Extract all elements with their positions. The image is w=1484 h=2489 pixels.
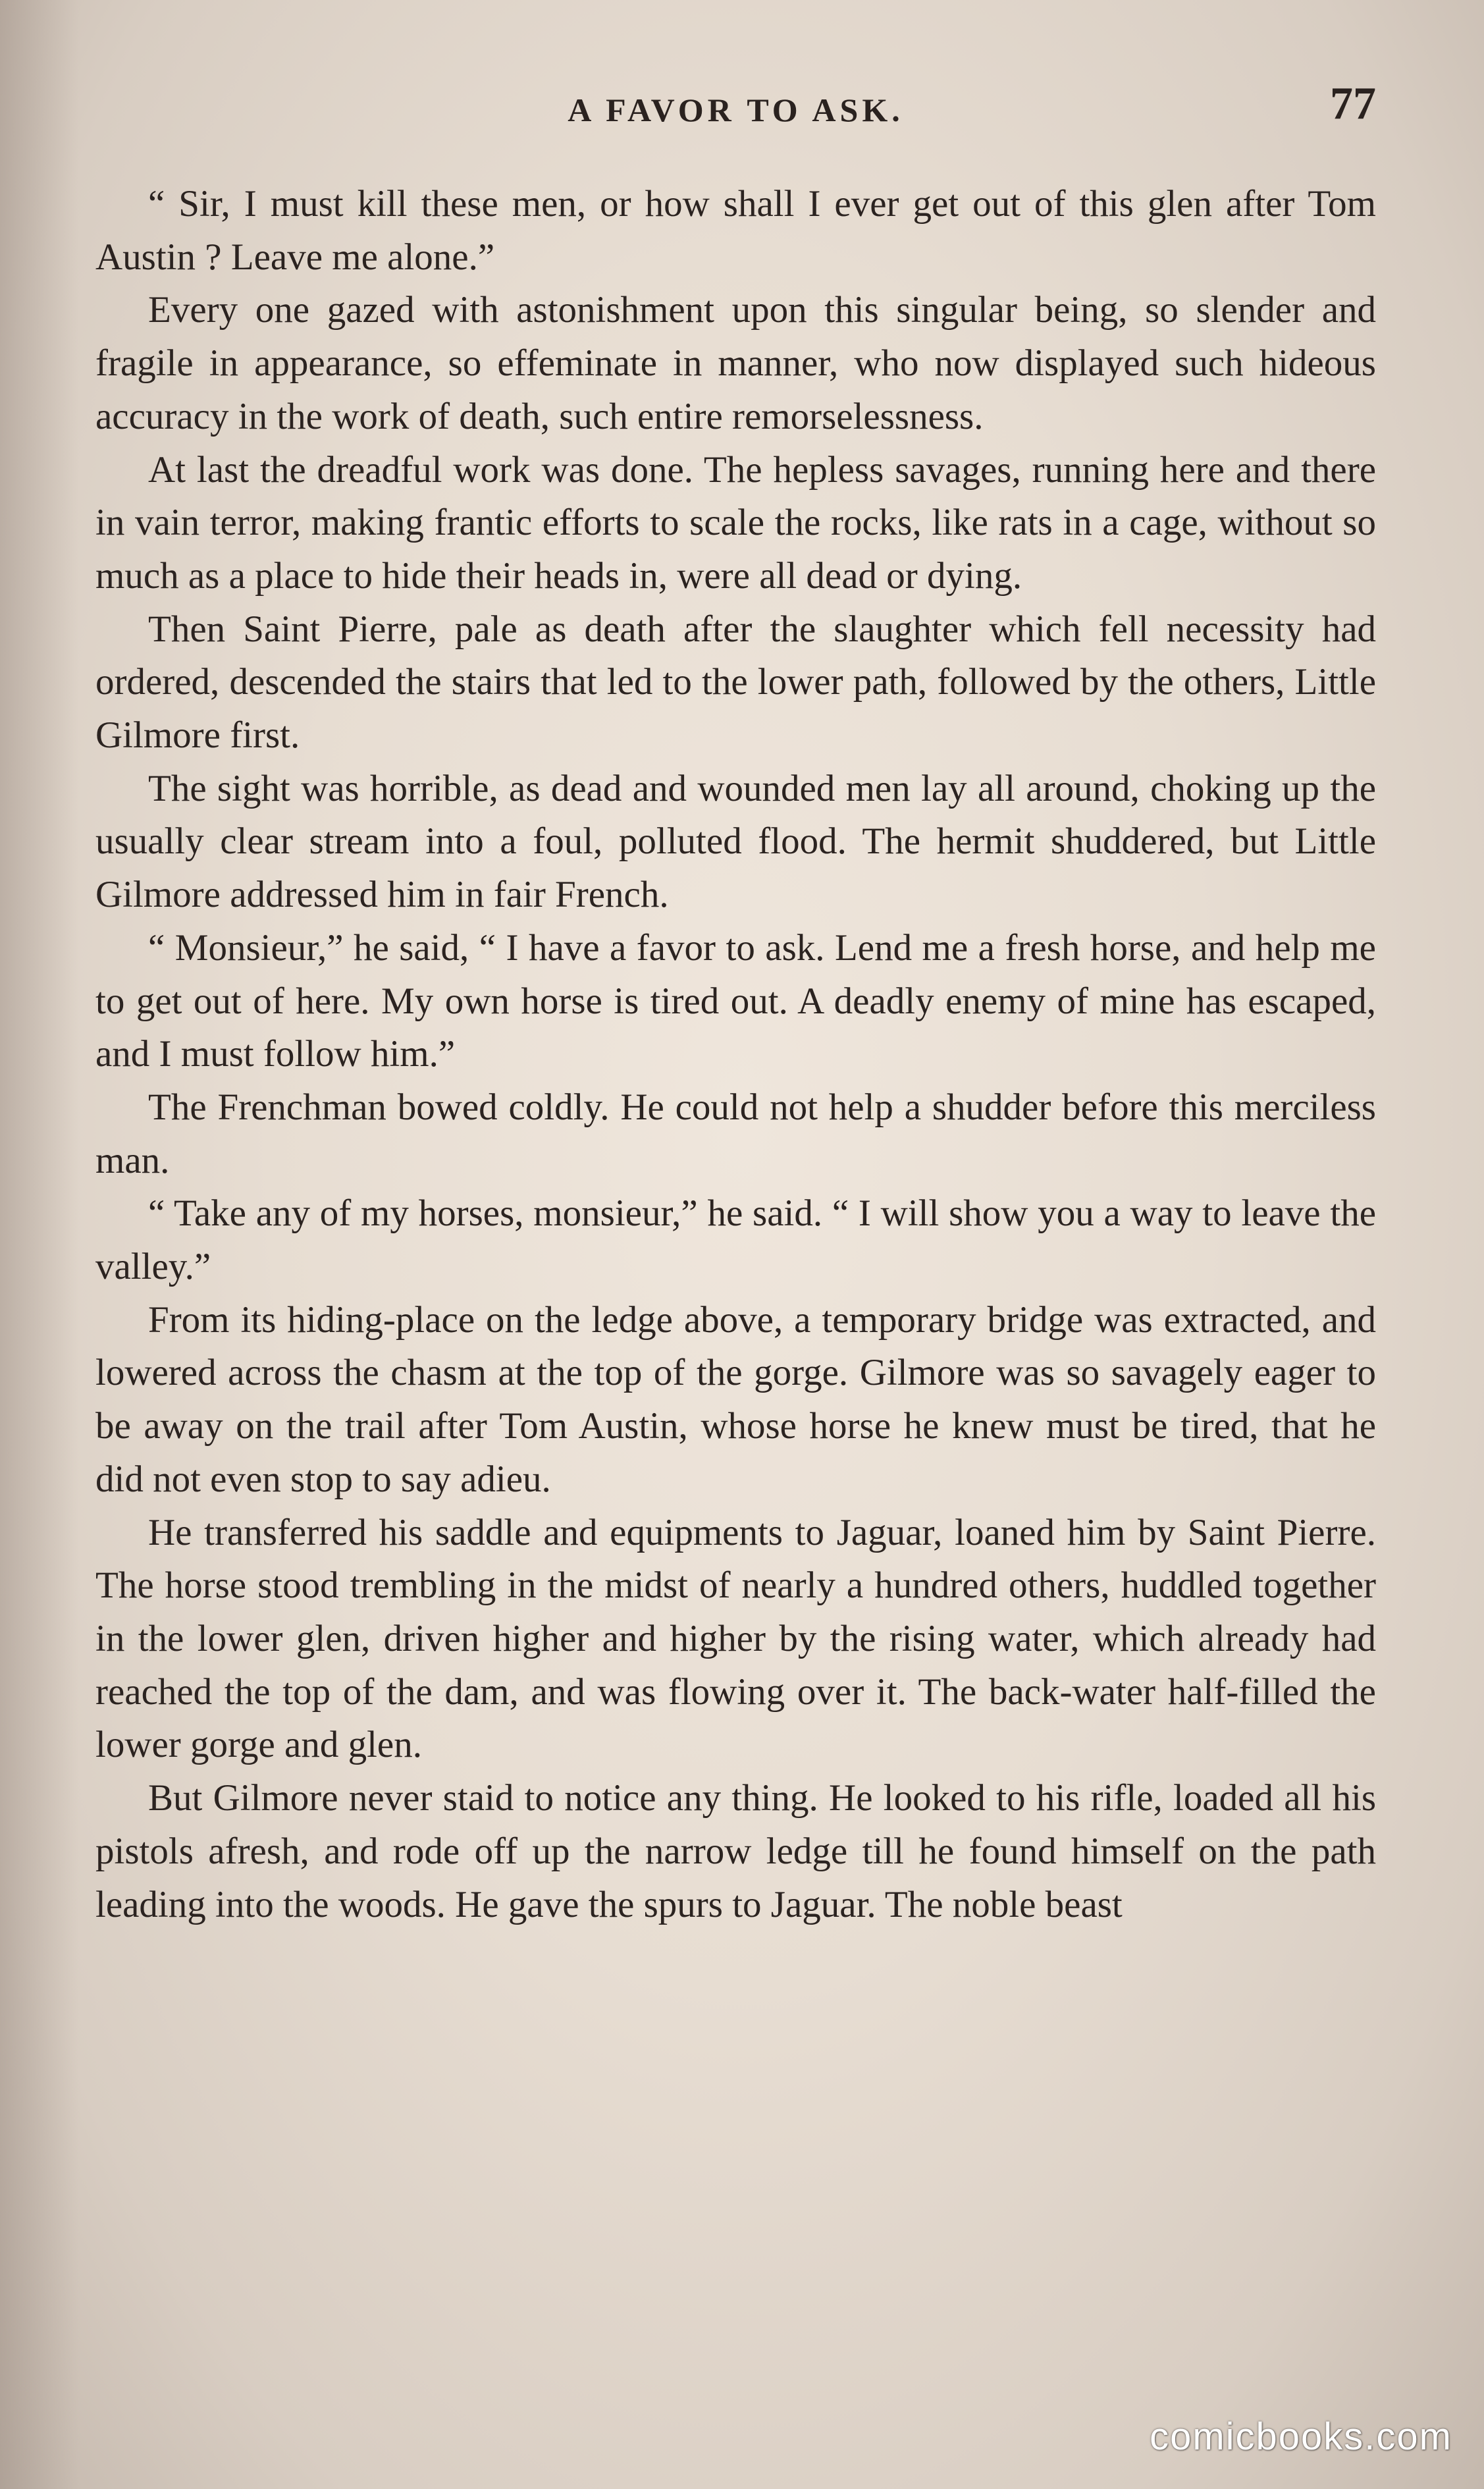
running-title: A FAVOR TO ASK. <box>568 92 904 128</box>
paragraph: The Frenchman bowed coldly. He could not help a shudder before this merciless man. <box>95 1086 1376 1181</box>
paragraph: “ Sir, I must kill these men, or how shall I ever get out of this glen after Tom Austin ? Leave me alone.” <box>95 183 1376 278</box>
paragraph: Then Saint Pierre, pale as death after the slaughter which fell necessity had ordered, descended the stairs that led to the lower path, followed by the others, Little Gilmore first. <box>95 608 1376 757</box>
page-edge-shading <box>0 0 79 2489</box>
paragraph: The sight was horrible, as dead and wounded men lay all around, choking up the usually clear stream into a foul, polluted flood. The hermit shuddered, but Little Gilmore addressed him in fair French. <box>95 767 1376 916</box>
paragraph: Every one gazed with astonishment upon this singular being, so slender and fragile in appearance, so effeminate in manner, who now displayed such hideous accuracy in the work of death, such entire remorselessness. <box>95 289 1376 437</box>
paragraph: “ Monsieur,” he said, “ I have a favor to ask. Lend me a fresh horse, and help me to get out of here. My own horse is tired out. A deadly enemy of mine has escaped, and I must follow him.” <box>95 926 1376 1075</box>
paragraph: From its hiding-place on the ledge above, a temporary bridge was extracted, and lowered across the chasm at the top of the gorge. Gilmore was so savagely eager to be away on the trail after Tom Austin, whose horse he knew must be tired, that he did not even stop to say adieu. <box>95 1298 1376 1500</box>
body-text <box>95 178 1376 1931</box>
paragraph: “ Take any of my horses, monsieur,” he said. “ I will show you a way to leave the valley.” <box>95 1192 1376 1288</box>
page-header <box>95 78 1376 137</box>
watermark: comicbooks.com <box>1150 2415 1452 2458</box>
paragraph: But Gilmore never staid to notice any thing. He looked to his rifle, loaded all his pistols afresh, and rode off up the narrow ledge till he found himself on the path leading into the woods. He gave the spurs to Jaguar. The noble beast <box>95 1777 1376 1925</box>
page-number: 77 <box>1330 78 1376 129</box>
paragraph: He transferred his saddle and equipments to Jaguar, loaned him by Saint Pierre. The horse stood trembling in the midst of nearly a hundred others, huddled together in the lower glen, driven higher and higher by the rising water, which already had reached the top of the dam, and was flowing over it. The back-water half-filled the lower gorge and glen. <box>95 1511 1376 1766</box>
paragraph: At last the dreadful work was done. The hepless savages, running here and there in vain terror, making frantic efforts to scale the rocks, like rats in a cage, without so much as a place to hide their heads in, were all dead or dying. <box>95 448 1376 597</box>
